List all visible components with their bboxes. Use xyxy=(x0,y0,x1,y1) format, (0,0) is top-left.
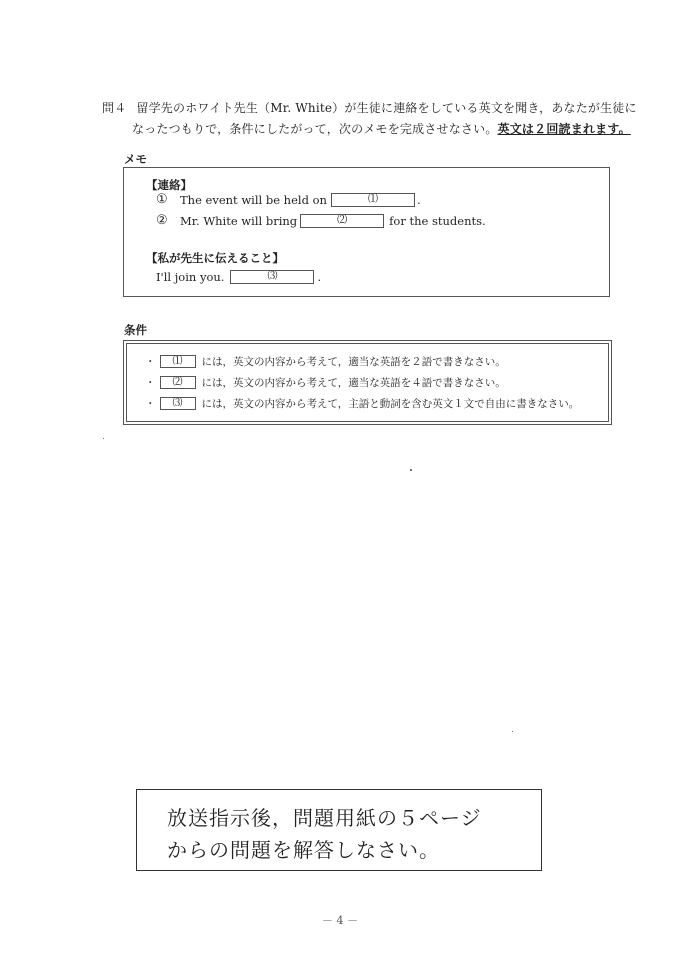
condition-1-blank: ⑴ xyxy=(160,355,196,368)
conditions-inner-box xyxy=(126,343,609,422)
question-line-1 xyxy=(102,99,637,116)
question-number: 問４ xyxy=(102,101,127,115)
broadcast-notice-box xyxy=(136,789,542,871)
condition-1-text: には，英文の内容から考えて，適当な英語を２語で書きなさい。 xyxy=(201,356,506,368)
condition-item-1 xyxy=(145,354,506,369)
item-2-text: Mr. White will bring xyxy=(180,213,298,228)
condition-3-text: には，英文の内容から考えて，主語と動詞を含む英文１文で自由に書きなさい。 xyxy=(201,398,580,410)
conditions-box xyxy=(123,340,612,425)
scan-speck xyxy=(103,438,104,439)
item-1-text: The event will be held on xyxy=(180,192,327,207)
condition-2-text: には，英文の内容から考えて，適当な英語を４語で書きなさい。 xyxy=(201,377,506,389)
tell-text: I'll join you. xyxy=(156,270,225,284)
condition-3-bullet: ・ xyxy=(145,398,156,410)
item-2-mark: ② xyxy=(156,213,168,228)
item-1-end: . xyxy=(416,192,421,207)
renraku-heading: 【連絡】 xyxy=(146,178,192,192)
condition-3-blank: ⑶ xyxy=(160,397,196,410)
blank-2[interactable]: ⑵ xyxy=(300,214,384,228)
tell-end: . xyxy=(317,270,322,284)
condition-1-bullet: ・ xyxy=(145,356,156,368)
page-number: － 4 － xyxy=(322,914,358,927)
memo-item-2 xyxy=(156,213,486,228)
conditions-heading: 条件 xyxy=(124,323,147,337)
blank-1[interactable]: ⑴ xyxy=(331,193,415,207)
notice-line-2: からの問題を解答しなさい。 xyxy=(167,838,440,862)
item-2-end: for the students. xyxy=(389,213,486,228)
blank-3[interactable]: ⑶ xyxy=(230,270,314,284)
memo-box xyxy=(123,167,610,297)
notice-line-1: 放送指示後，問題用紙の５ページ xyxy=(167,806,482,830)
scan-speck xyxy=(410,469,412,471)
condition-item-3 xyxy=(145,396,579,411)
question-text-2: なったつもりで，条件にしたがって，次のメモを完成させなさい。 xyxy=(132,122,498,136)
read-twice-note: 英文は２回読まれます。 xyxy=(497,122,631,136)
condition-item-2 xyxy=(145,375,506,390)
memo-item-1 xyxy=(156,192,421,207)
tell-heading: 【私が先生に伝えること】 xyxy=(146,251,284,265)
tell-row xyxy=(156,270,321,284)
question-text-1: 留学先のホワイト先生（Mr. White）が生徒に連絡をしている英文を聞き，あなたが生徒に xyxy=(136,101,637,115)
item-1-mark: ① xyxy=(156,192,168,207)
question-line-2 xyxy=(132,120,631,137)
memo-heading: メモ xyxy=(124,152,147,166)
scan-speck xyxy=(512,731,513,732)
condition-2-blank: ⑵ xyxy=(160,376,196,389)
condition-2-bullet: ・ xyxy=(145,377,156,389)
